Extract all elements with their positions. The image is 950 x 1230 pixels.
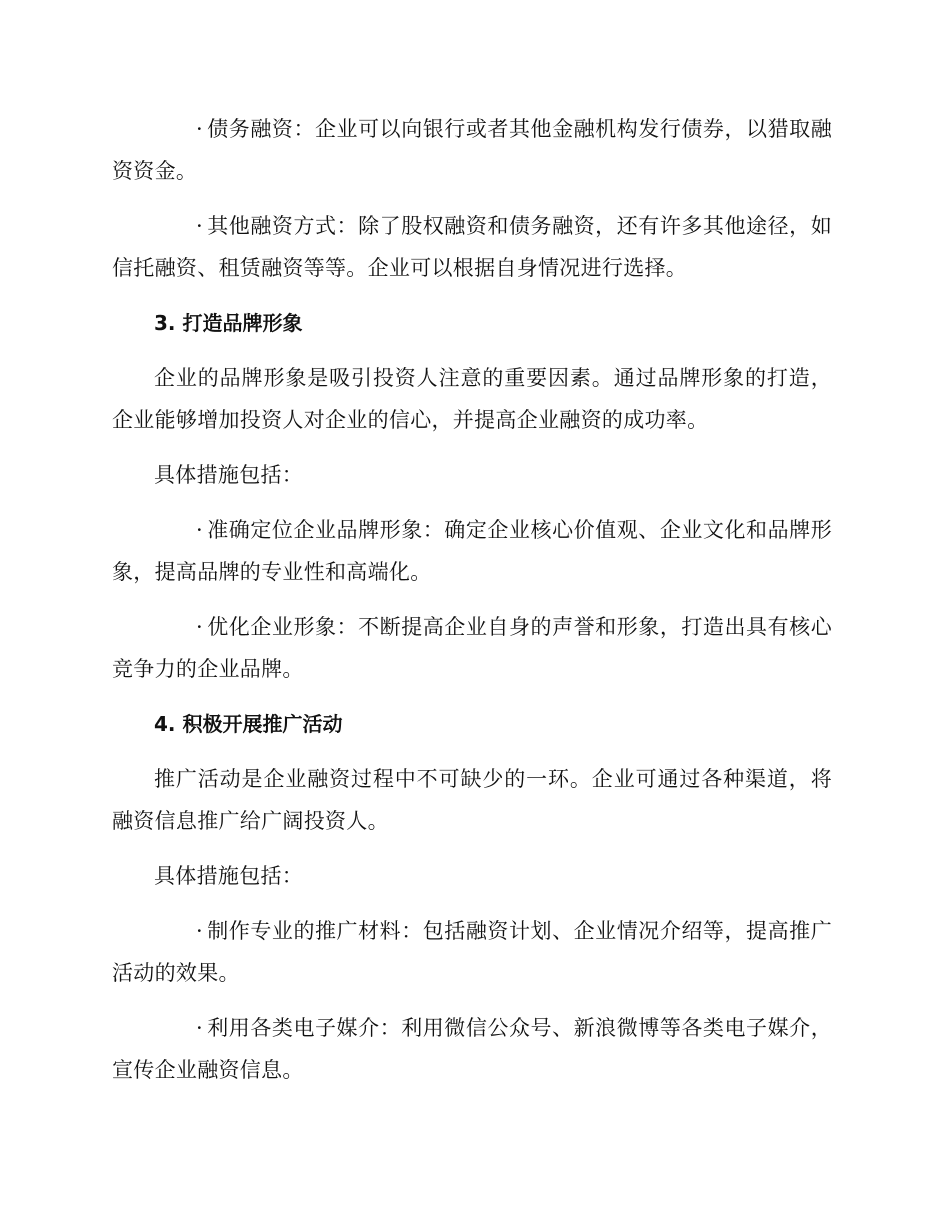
bullet-electronic-media — [112, 1007, 832, 1091]
paragraph-measures-label: 具体措施包括： — [154, 864, 304, 888]
bullet-marker: · — [196, 518, 203, 542]
bullet-text: 优化企业形象：不断提高企业自身的声誉和形象，打造出具有核心竞争力的企业品牌。 — [112, 615, 832, 681]
paragraph-promotion-intro: 推广活动是企业融资过程中不可缺少的一环。企业可通过各种渠道，将融资信息推广给广阔投资人。 — [112, 767, 832, 833]
bullet-text: 其他融资方式：除了股权融资和债务融资，还有许多其他途径，如信托融资、租赁融资等等。企业可以根据自身情况进行选择。 — [112, 214, 832, 280]
bullet-marker: · — [196, 1016, 203, 1040]
section-heading-brand: 3. 打造品牌形象 — [154, 311, 303, 335]
bullet-marker: · — [196, 117, 203, 141]
bullet-text: 制作专业的推广材料：包括融资计划、企业情况介绍等，提高推广活动的效果。 — [112, 919, 832, 985]
bullet-brand-positioning — [112, 509, 832, 593]
bullet-marker: · — [196, 615, 203, 639]
document-body — [112, 108, 832, 1091]
paragraph-measures-label: 具体措施包括： — [154, 463, 304, 487]
bullet-other-financing — [112, 205, 832, 289]
bullet-promo-materials — [112, 910, 832, 994]
section-heading-promotion: 4. 积极开展推广活动 — [154, 712, 343, 736]
bullet-text: 利用各类电子媒介：利用微信公众号、新浪微博等各类电子媒介，宣传企业融资信息。 — [112, 1016, 832, 1082]
bullet-marker: · — [196, 919, 203, 943]
bullet-text: 准确定位企业品牌形象：确定企业核心价值观、企业文化和品牌形象，提高品牌的专业性和高端化。 — [112, 518, 832, 584]
bullet-debt-financing — [112, 108, 832, 192]
paragraph-brand-intro: 企业的品牌形象是吸引投资人注意的重要因素。通过品牌形象的打造，企业能够增加投资人对企业的信心，并提高企业融资的成功率。 — [112, 366, 832, 432]
bullet-text: 债务融资：企业可以向银行或者其他金融机构发行债券，以猎取融资资金。 — [112, 117, 832, 183]
bullet-marker: · — [196, 214, 203, 238]
bullet-optimize-image — [112, 606, 832, 690]
